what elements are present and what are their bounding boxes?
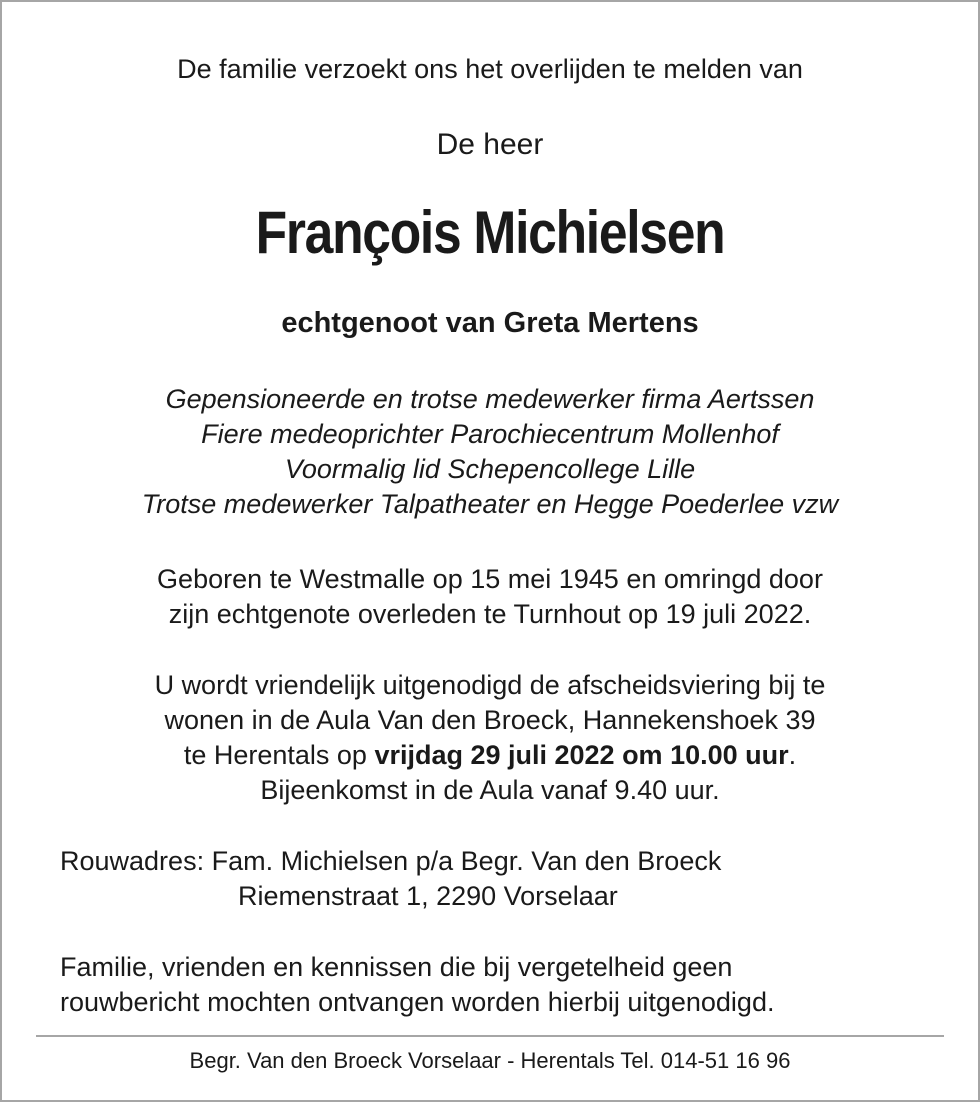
address-line-2: Riemenstraat 1, 2290 Vorselaar: [238, 881, 618, 911]
spouse-line: echtgenoot van Greta Mertens: [281, 307, 699, 339]
funeral-period: .: [788, 740, 797, 770]
role-line: Trotse medewerker Talpatheater en Hegge Poederlee vzw: [141, 489, 839, 519]
funeral-paragraph: [2, 668, 978, 808]
role-line: Gepensioneerde en trotse medewerker firma Aertssen: [165, 384, 815, 414]
funeral-line-2: wonen in de Aula Van den Broeck, Hannekenshoek 39: [164, 705, 816, 735]
funeral-home-footer: Begr. Van den Broeck Vorselaar - Herentals Tel. 014-51 16 96: [189, 1048, 791, 1073]
birth-line: Geboren te Westmalle op 15 mei 1945 en omringd door: [157, 564, 823, 594]
invite-line-2: rouwbericht mochten ontvangen worden hierbij uitgenodigd.: [60, 987, 775, 1017]
funeral-datetime: vrijdag 29 juli 2022 om 10.00 uur: [374, 740, 789, 770]
address-line-1: Rouwadres: Fam. Michielsen p/a Begr. Van den Broeck: [60, 846, 722, 876]
divider: [36, 1035, 944, 1037]
death-line: zijn echtgenote overleden te Turnhout op 19 juli 2022.: [168, 599, 812, 629]
intro-text: De familie verzoekt ons het overlijden te melden van: [177, 54, 803, 84]
funeral-place-text: te Herentals op: [183, 740, 375, 770]
mourning-address: [60, 844, 721, 914]
funeral-line-3: [2, 738, 978, 773]
gathering-line: Bijeenkomst in de Aula vanaf 9.40 uur.: [260, 775, 720, 805]
invitation-paragraph: [60, 950, 774, 1020]
roles-list: [2, 382, 978, 522]
role-line: Voormalig lid Schepencollege Lille: [284, 454, 696, 484]
funeral-line-1: U wordt vriendelijk uitgenodigd de afscheidsviering bij te: [154, 670, 826, 700]
role-line: Fiere medeoprichter Parochiecentrum Mollenhof: [201, 419, 779, 449]
birth-death-paragraph: [2, 562, 978, 632]
invite-line-1: Familie, vrienden en kennissen die bij vergetelheid geen: [60, 952, 733, 982]
honorific: De heer: [436, 128, 544, 161]
deceased-name: François Michielsen: [255, 199, 725, 266]
